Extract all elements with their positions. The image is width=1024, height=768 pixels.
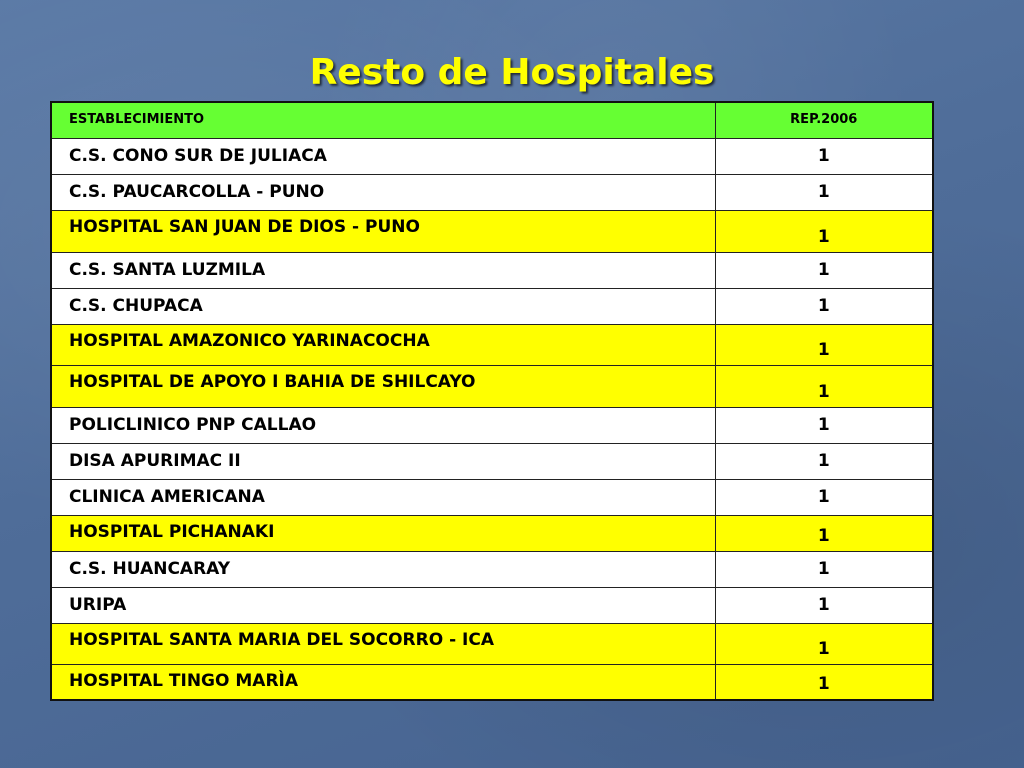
table-header-row xyxy=(51,102,933,138)
establishment-cell: C.S. SANTA LUZMILA xyxy=(51,252,715,288)
rep-value-cell: 1 xyxy=(715,443,933,479)
establishment-cell: HOSPITAL PICHANAKI xyxy=(51,515,715,551)
hospitals-table-container xyxy=(50,101,932,701)
slide-title: Resto de Hospitales xyxy=(309,52,715,93)
rep-value-cell: 1 xyxy=(715,174,933,210)
establishment-cell: HOSPITAL SANTA MARIA DEL SOCORRO - ICA xyxy=(51,623,715,664)
establishment-cell: POLICLINICO PNP CALLAO xyxy=(51,407,715,443)
rep-value-cell: 1 xyxy=(715,515,933,551)
table-row xyxy=(51,479,933,515)
table-row xyxy=(51,288,933,324)
establishment-cell: C.S. HUANCARAY xyxy=(51,551,715,587)
rep-value-cell: 1 xyxy=(715,664,933,700)
establishment-cell: CLINICA AMERICANA xyxy=(51,479,715,515)
header-rep-2006: REP.2006 xyxy=(715,102,933,138)
rep-value-cell: 1 xyxy=(715,365,933,407)
table-row-highlighted xyxy=(51,515,933,551)
table-row xyxy=(51,138,933,174)
rep-value-cell: 1 xyxy=(715,623,933,664)
table-row-highlighted xyxy=(51,664,933,700)
establishment-cell: C.S. CHUPACA xyxy=(51,288,715,324)
table-row xyxy=(51,252,933,288)
establishment-cell: HOSPITAL SAN JUAN DE DIOS - PUNO xyxy=(51,210,715,252)
hospitals-table xyxy=(50,101,934,701)
rep-value-cell: 1 xyxy=(715,288,933,324)
table-row xyxy=(51,443,933,479)
header-establecimiento: ESTABLECIMIENTO xyxy=(51,102,715,138)
rep-value-cell: 1 xyxy=(715,407,933,443)
table-row xyxy=(51,587,933,623)
table-row-highlighted xyxy=(51,623,933,664)
rep-value-cell: 1 xyxy=(715,551,933,587)
establishment-cell: C.S. PAUCARCOLLA - PUNO xyxy=(51,174,715,210)
rep-value-cell: 1 xyxy=(715,324,933,365)
rep-value-cell: 1 xyxy=(715,587,933,623)
table-row-highlighted xyxy=(51,210,933,252)
table-row xyxy=(51,407,933,443)
table-row xyxy=(51,551,933,587)
establishment-cell: HOSPITAL AMAZONICO YARINACOCHA xyxy=(51,324,715,365)
table-row-highlighted xyxy=(51,324,933,365)
establishment-cell: URIPA xyxy=(51,587,715,623)
establishment-cell: C.S. CONO SUR DE JULIACA xyxy=(51,138,715,174)
rep-value-cell: 1 xyxy=(715,210,933,252)
establishment-cell: HOSPITAL DE APOYO I BAHIA DE SHILCAYO xyxy=(51,365,715,407)
establishment-cell: HOSPITAL TINGO MARÌA xyxy=(51,664,715,700)
rep-value-cell: 1 xyxy=(715,252,933,288)
establishment-cell: DISA APURIMAC II xyxy=(51,443,715,479)
table-row xyxy=(51,174,933,210)
rep-value-cell: 1 xyxy=(715,479,933,515)
table-row-highlighted xyxy=(51,365,933,407)
rep-value-cell: 1 xyxy=(715,138,933,174)
